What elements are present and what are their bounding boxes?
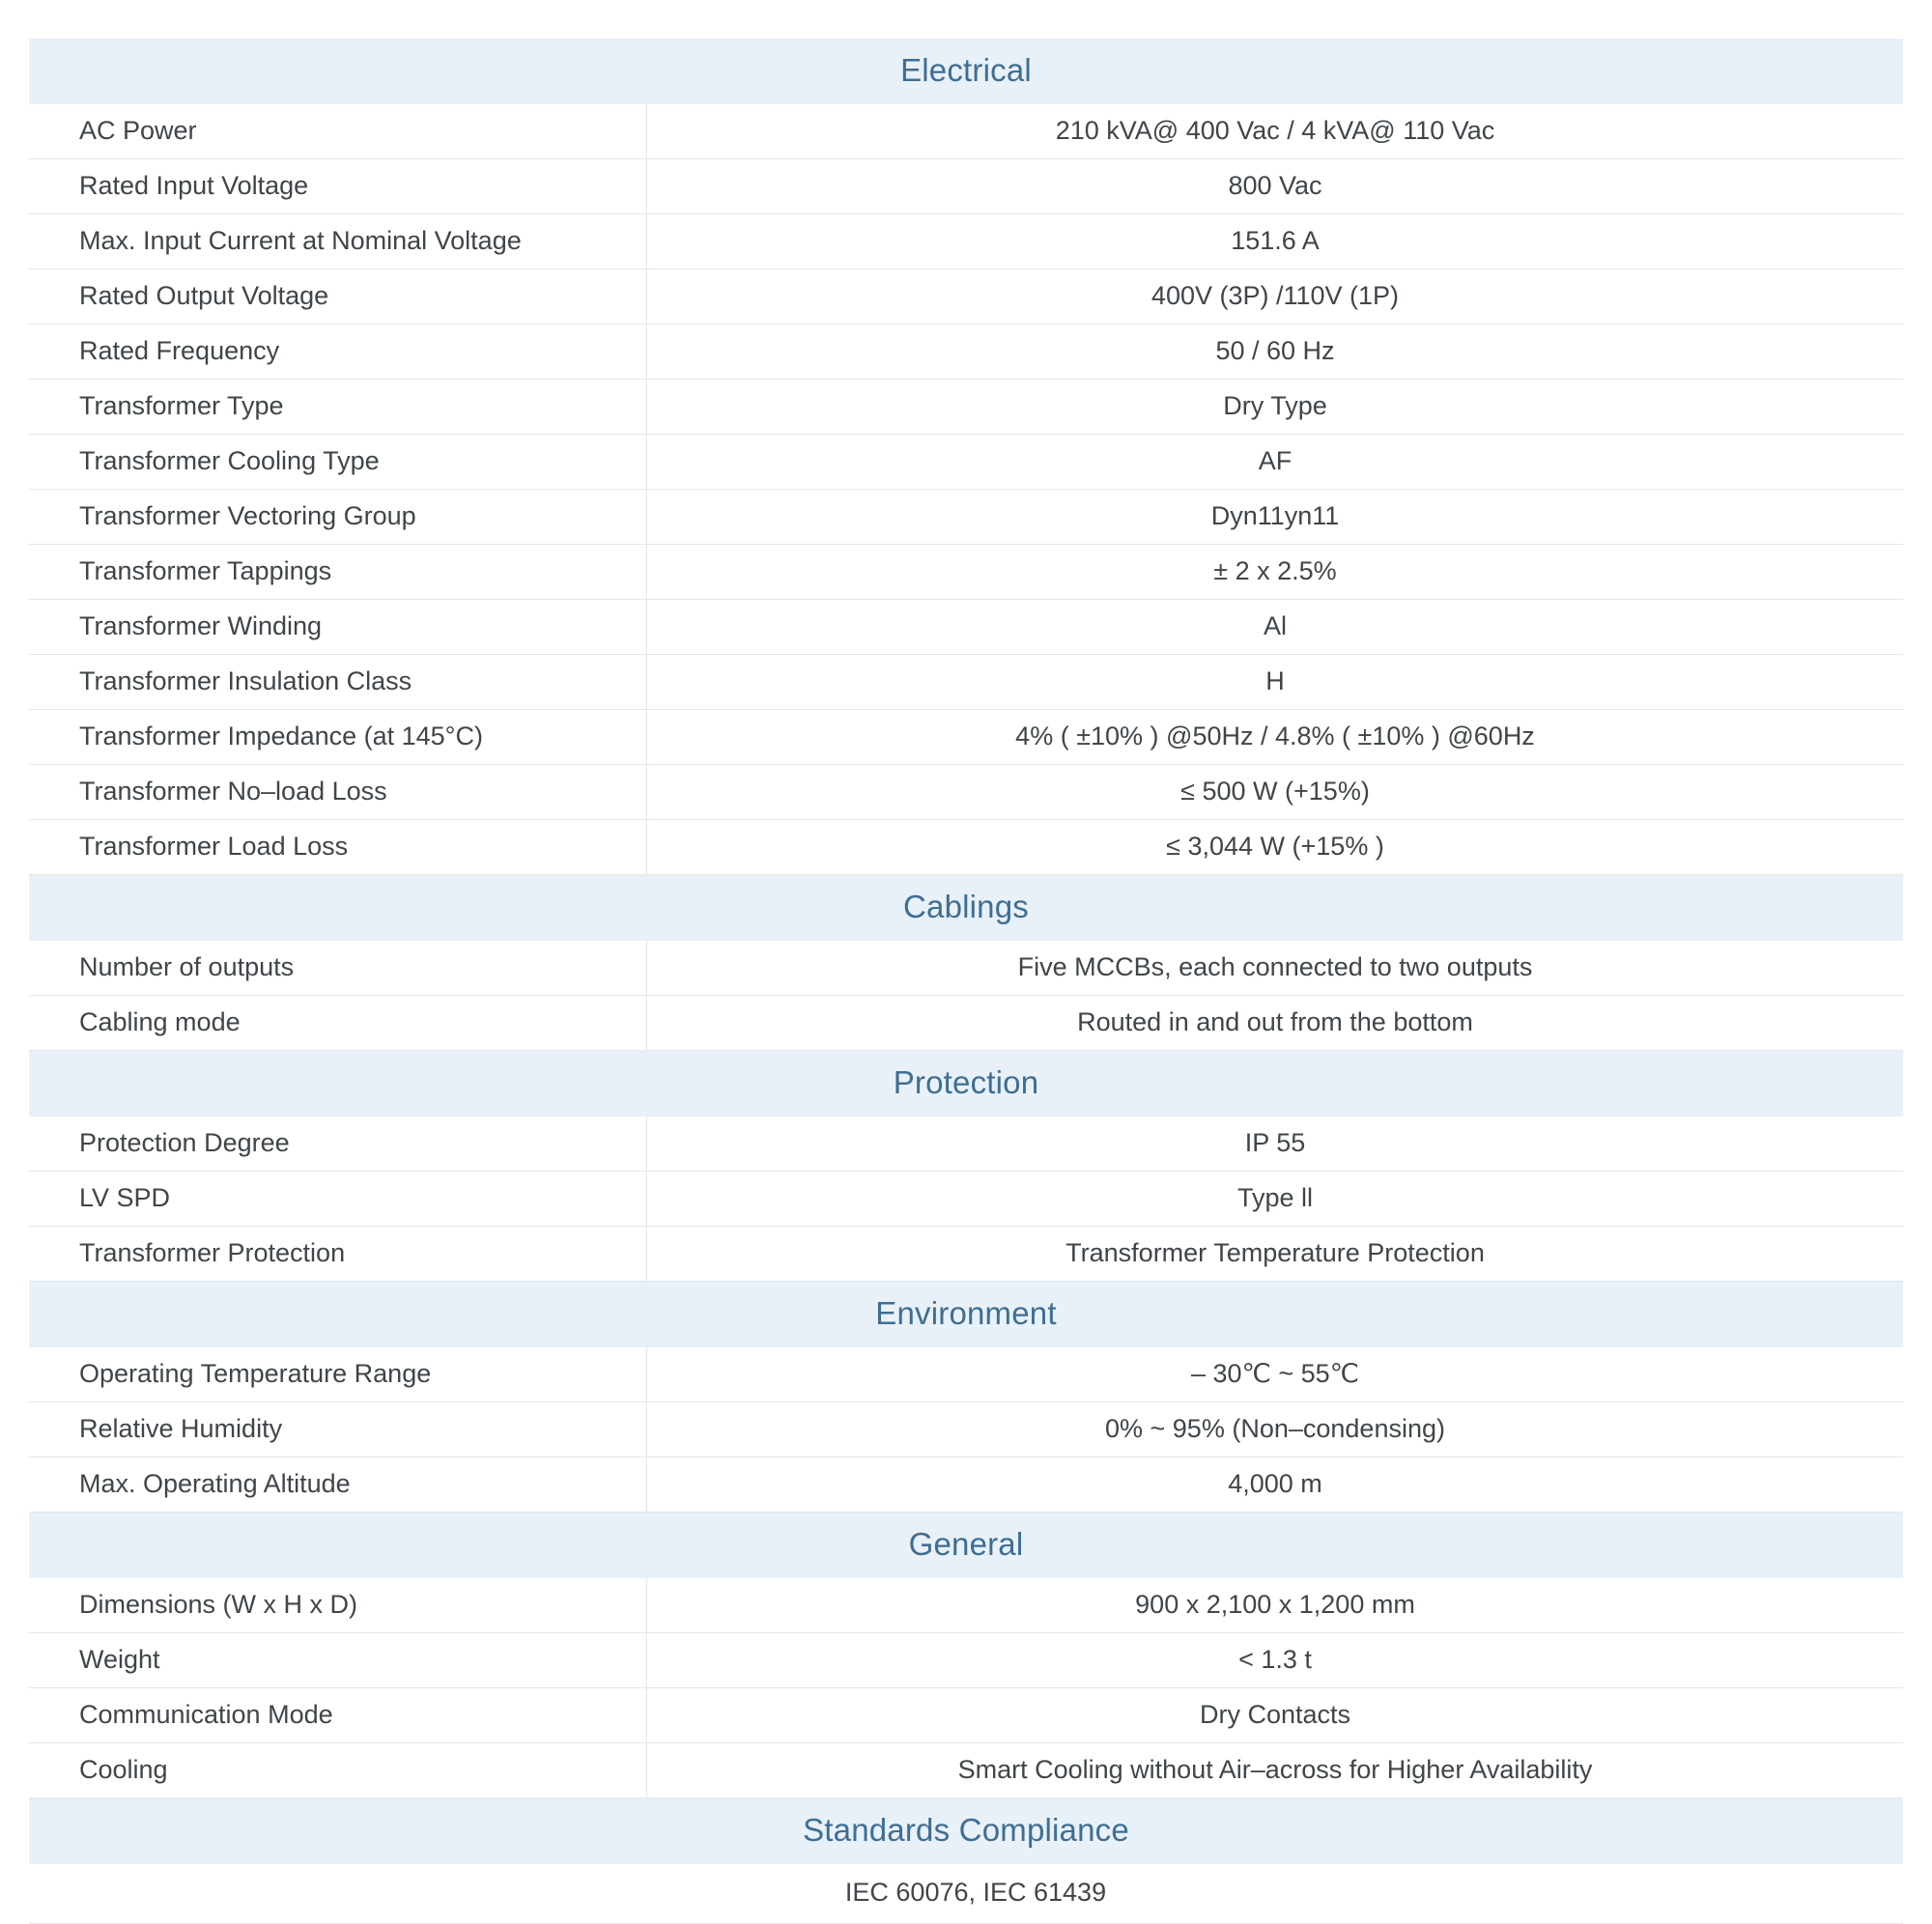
- row-label: Rated Output Voltage: [29, 269, 647, 324]
- table-row: [29, 820, 1903, 875]
- table-row: [29, 1688, 1903, 1743]
- table-row: [29, 214, 1903, 269]
- table-row: [29, 1633, 1903, 1688]
- table-row: [29, 104, 1903, 159]
- row-label: Cabling mode: [29, 996, 647, 1050]
- table-row: [29, 380, 1903, 435]
- row-value: Dyn11yn11: [1210, 501, 1340, 530]
- section-cablings: [29, 875, 1903, 1051]
- row-value: IP 55: [1244, 1128, 1306, 1157]
- row-label: Transformer Type: [29, 380, 647, 434]
- row-value: H: [1265, 666, 1285, 695]
- row-value: 151.6 A: [1231, 226, 1320, 255]
- row-label: Protection Degree: [29, 1117, 647, 1171]
- table-row: [29, 1457, 1903, 1513]
- row-label: Communication Mode: [29, 1688, 647, 1742]
- row-label: Transformer Cooling Type: [29, 435, 647, 489]
- row-label: Transformer Winding: [29, 600, 647, 654]
- row-label: Transformer No–load Loss: [29, 765, 647, 819]
- table-row: [29, 1347, 1903, 1402]
- row-label: Transformer Tappings: [29, 545, 647, 599]
- section-header-protection: Protection: [29, 1051, 1903, 1117]
- table-row: [29, 545, 1903, 600]
- row-value: – 30℃ ~ 55℃: [1191, 1359, 1359, 1388]
- row-label: Dimensions (W x H x D): [29, 1578, 647, 1632]
- section-electrical: [29, 39, 1903, 875]
- table-row: [29, 325, 1903, 380]
- section-general: [29, 1513, 1903, 1798]
- section-header-cablings: Cablings: [29, 875, 1903, 941]
- row-value: ≤ 500 W (+15%): [1180, 777, 1370, 806]
- table-row: [29, 490, 1903, 545]
- section-protection: [29, 1051, 1903, 1282]
- table-row: [29, 159, 1903, 214]
- table-row: [29, 655, 1903, 710]
- row-label: Number of outputs: [29, 941, 647, 995]
- row-value: 900 x 2,100 x 1,200 mm: [1135, 1590, 1415, 1619]
- table-row: [29, 1172, 1903, 1227]
- table-row: [29, 941, 1903, 996]
- row-label: Transformer Insulation Class: [29, 655, 647, 709]
- row-value: Smart Cooling without Air–across for Higher Availability: [957, 1755, 1593, 1784]
- row-label: Max. Operating Altitude: [29, 1457, 647, 1512]
- section-header-environment: Environment: [29, 1282, 1903, 1347]
- row-label: Cooling: [29, 1743, 647, 1797]
- table-row: [29, 269, 1903, 325]
- table-row: [29, 435, 1903, 490]
- section-header-electrical: Electrical: [29, 39, 1903, 104]
- row-value: 400V (3P) /110V (1P): [1151, 281, 1400, 310]
- row-value: 800 Vac: [1228, 171, 1322, 200]
- row-value: Dry Type: [1223, 391, 1327, 420]
- table-row: [29, 1227, 1903, 1282]
- row-value: Five MCCBs, each connected to two outputs: [1017, 952, 1533, 981]
- row-label: Transformer Impedance (at 145°C): [29, 710, 647, 764]
- row-value: AF: [1258, 446, 1293, 475]
- row-label: Weight: [29, 1633, 647, 1687]
- section-environment: [29, 1282, 1903, 1513]
- table-row: [29, 600, 1903, 655]
- table-row: [29, 1117, 1903, 1172]
- row-value: Type ll: [1236, 1183, 1314, 1212]
- row-value: Dry Contacts: [1199, 1700, 1351, 1729]
- row-label: Rated Input Voltage: [29, 159, 647, 213]
- row-value: ≤ 3,044 W (+15% ): [1166, 832, 1384, 861]
- row-value: 4,000 m: [1228, 1469, 1322, 1498]
- table-row: [29, 765, 1903, 820]
- table-row: [29, 1864, 1903, 1924]
- table-row: [29, 710, 1903, 765]
- row-value: IEC 60076, IEC 61439: [844, 1878, 1107, 1907]
- row-label: Transformer Load Loss: [29, 820, 647, 874]
- row-label: Operating Temperature Range: [29, 1347, 647, 1401]
- row-label: Relative Humidity: [29, 1402, 647, 1457]
- table-row: [29, 996, 1903, 1051]
- section-header-general: General: [29, 1513, 1903, 1578]
- table-row: [29, 1402, 1903, 1457]
- row-value: 0% ~ 95% (Non–condensing): [1105, 1414, 1445, 1443]
- row-value: Routed in and out from the bottom: [1077, 1007, 1473, 1036]
- row-value: ± 2 x 2.5%: [1213, 556, 1337, 585]
- row-label: Rated Frequency: [29, 325, 647, 379]
- specifications-table: [29, 0, 1903, 1924]
- row-value: 50 / 60 Hz: [1215, 336, 1335, 365]
- row-label: Transformer Vectoring Group: [29, 490, 647, 544]
- row-label: Transformer Protection: [29, 1227, 647, 1281]
- section-standards-compliance: [29, 1798, 1903, 1924]
- table-row: [29, 1578, 1903, 1633]
- row-label: Max. Input Current at Nominal Voltage: [29, 214, 647, 269]
- row-label: AC Power: [29, 104, 647, 158]
- section-header-standards-compliance: Standards Compliance: [29, 1798, 1903, 1864]
- row-value: < 1.3 t: [1238, 1645, 1312, 1674]
- row-value: Transformer Temperature Protection: [1065, 1238, 1485, 1267]
- table-row: [29, 1743, 1903, 1798]
- row-value: 4% ( ±10% ) @50Hz / 4.8% ( ±10% ) @60Hz: [1015, 722, 1535, 750]
- row-value: Al: [1263, 611, 1287, 640]
- row-value: 210 kVA@ 400 Vac / 4 kVA@ 110 Vac: [1055, 116, 1495, 145]
- row-label: LV SPD: [29, 1172, 647, 1226]
